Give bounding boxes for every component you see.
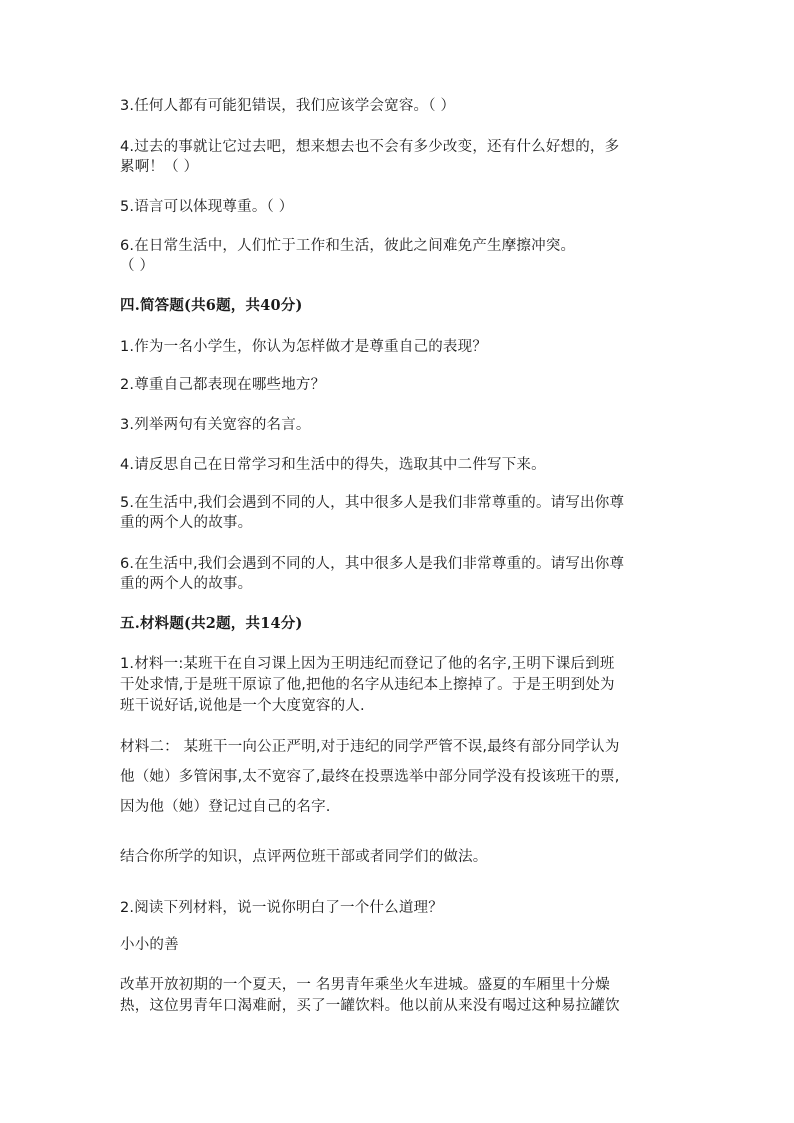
material-question: 结合你所学的知识，点评两位班干部或者同学们的做法。: [120, 849, 488, 865]
material-1-line-3: 班干说好话,说他是一个大度宽容的人.: [120, 698, 365, 714]
judgment-question-5: 5.语言可以体现尊重。（ ）: [120, 199, 294, 215]
story-line-2: 热，这位男青年口渴难耐，买了一罐饮料。他以前从来没有喝过这种易拉罐饮: [120, 998, 620, 1014]
short-answer-question-4: 4.请反思自己在日常学习和生活中的得失，选取其中二件写下来。: [120, 457, 546, 473]
short-answer-question-3: 3.列举两句有关宽容的名言。: [120, 417, 311, 433]
short-answer-question-5-line-2: 重的两个人的故事。: [120, 515, 253, 531]
material-2-line-3: 因为他（她）登记过自己的名字.: [120, 799, 331, 815]
short-answer-question-5-line-1: 5.在生活中,我们会遇到不同的人，其中很多人是我们非常尊重的。请写出你尊: [120, 495, 625, 511]
section-4-heading: 四.简答题(共6题，共40分): [120, 297, 303, 314]
judgment-question-6-line-1: 6.在日常生活中，人们忙于工作和生活，彼此之间难免产生摩擦冲突。: [120, 238, 576, 254]
section-5-heading: 五.材料题(共2题，共14分): [120, 615, 303, 632]
story-title: 小小的善: [120, 937, 179, 953]
judgment-question-4-line-1: 4.过去的事就让它过去吧，想来想去也不会有多少改变，还有什么好想的，多: [120, 139, 620, 155]
material-2-line-2: 他（她）多管闲事,太不宽容了,最终在投票选举中部分同学没有投该班干的票,: [120, 769, 620, 785]
short-answer-question-2: 2.尊重自己都表现在哪些地方？: [120, 377, 326, 393]
judgment-question-3: 3.任何人都有可能犯错误，我们应该学会宽容。（ ）: [120, 98, 456, 114]
material-question-2: 2.阅读下列材料，说一说你明白了一个什么道理？: [120, 900, 443, 916]
short-answer-question-6-line-2: 重的两个人的故事。: [120, 576, 253, 592]
judgment-question-4-line-2: 累啊！（ ）: [120, 159, 199, 175]
material-2-line-1: 材料二： 某班干一向公正严明,对于违纪的同学严管不误,最终有部分同学认为: [120, 739, 620, 755]
story-line-1: 改革开放初期的一个夏天，一 名男青年乘坐火车进城。盛夏的车厢里十分燥: [120, 977, 610, 993]
material-1-line-1: 1.材料一:某班干在自习课上因为王明违纪而登记了他的名字,王明下课后到班: [120, 656, 615, 672]
material-1-line-2: 干处求情,于是班干原谅了他,把他的名字从违纪本上擦掉了。于是王明到处为: [120, 677, 615, 693]
short-answer-question-6-line-1: 6.在生活中,我们会遇到不同的人，其中很多人是我们非常尊重的。请写出你尊: [120, 556, 625, 572]
short-answer-question-1: 1.作为一名小学生，你认为怎样做才是尊重自己的表现？: [120, 339, 488, 355]
judgment-question-6-line-2: （ ）: [120, 258, 155, 274]
